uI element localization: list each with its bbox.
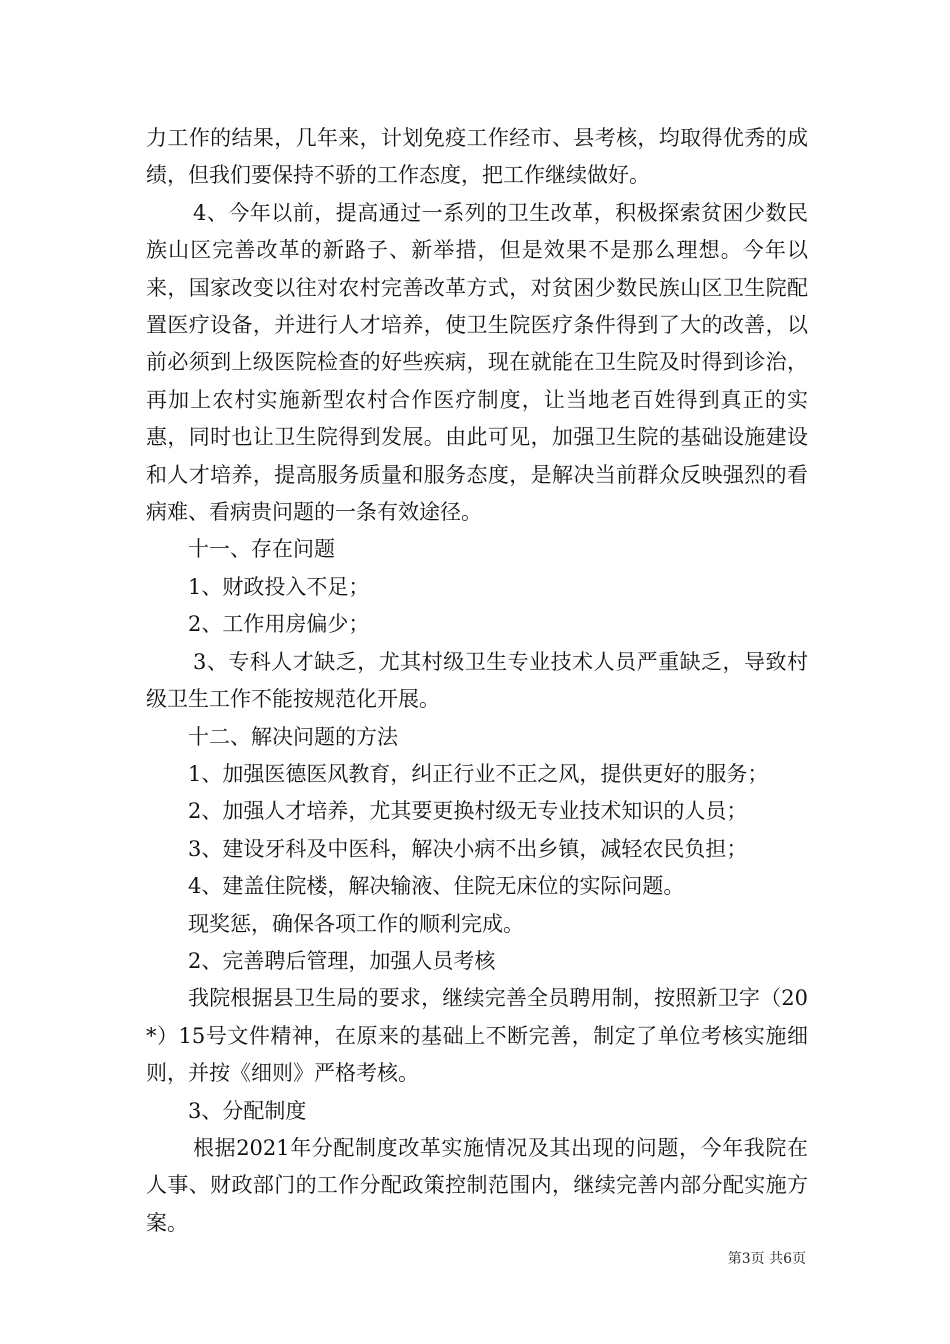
paragraph: 4、今年以前，提高通过一系列的卫生改革，积极探索贫困少数民族山区完善改革的新路子、新举措，但是效果不是那么理想。今年以来，国家改变以往对农村完善改革方式，对贫困少数民族山区卫生院配置医疗设备，并进行人才培养，使卫生院医疗条件得到了大的改善，以前必须到上级医院检查的好些疾病，现在就能在卫生院及时得到诊治，再加上农村实施新型农村合作医疗制度，让当地老百姓得到真正的实惠，同时也让卫生院得到发展。由此可见，加强卫生院的基础设施建设和人才培养，提高服务质量和服务态度，是解决当前群众反映强烈的看病难、看病贵问题的一条有效途径。 <box>146 200 808 525</box>
footer-middle: 页 共 <box>750 1251 784 1267</box>
list-item: 1、加强医德医风教育，纠正行业不正之风，提供更好的服务； <box>188 761 769 786</box>
list-item: 2、加强人才培养，尤其要更换村级无专业技术知识的人员； <box>188 799 748 824</box>
paragraph: 根据2021年分配制度改革实施情况及其出现的问题，今年我院在人事、财政部门的工作分配政策控制范围内，继续完善内部分配实施方案。 <box>146 1135 808 1235</box>
footer-suffix: 页 <box>792 1251 806 1267</box>
list-item: 1、财政投入不足； <box>188 574 370 599</box>
footer-total-pages: 6 <box>783 1251 792 1267</box>
list-item: 2、工作用房偏少； <box>188 612 370 637</box>
list-item: 4、建盖住院楼，解决输液、住院无床位的实际问题。 <box>188 874 685 899</box>
subsection-heading: 3、分配制度 <box>188 1098 307 1123</box>
section-heading: 十二、解决问题的方法 <box>188 724 398 749</box>
list-item: 3、专科人才缺乏，尤其村级卫生专业技术人员严重缺乏，导致村级卫生工作不能按规范化开展。 <box>146 649 808 712</box>
footer-prefix: 第 <box>727 1251 742 1267</box>
paragraph: 力工作的结果，几年来，计划免疫工作经市、县考核，均取得优秀的成绩，但我们要保持不骄的工作态度，把工作继续做好。 <box>146 126 808 188</box>
subsection-heading: 2、完善聘后管理，加强人员考核 <box>188 948 496 973</box>
paragraph: 我院根据县卫生局的要求，继续完善全员聘用制，按照新卫字（20*）15号文件精神，在原来的基础上不断完善，制定了单位考核实施细则，并按《细则》严格考核。 <box>146 986 808 1086</box>
page-number-footer <box>728 1248 806 1268</box>
paragraph: 现奖惩，确保各项工作的顺利完成。 <box>188 911 524 936</box>
section-heading: 十一、存在问题 <box>188 537 335 562</box>
footer-current-page: 3 <box>741 1251 751 1267</box>
list-item: 3、建设牙科及中医科，解决小病不出乡镇，减轻农民负担； <box>188 836 748 861</box>
document-body <box>146 120 808 1242</box>
